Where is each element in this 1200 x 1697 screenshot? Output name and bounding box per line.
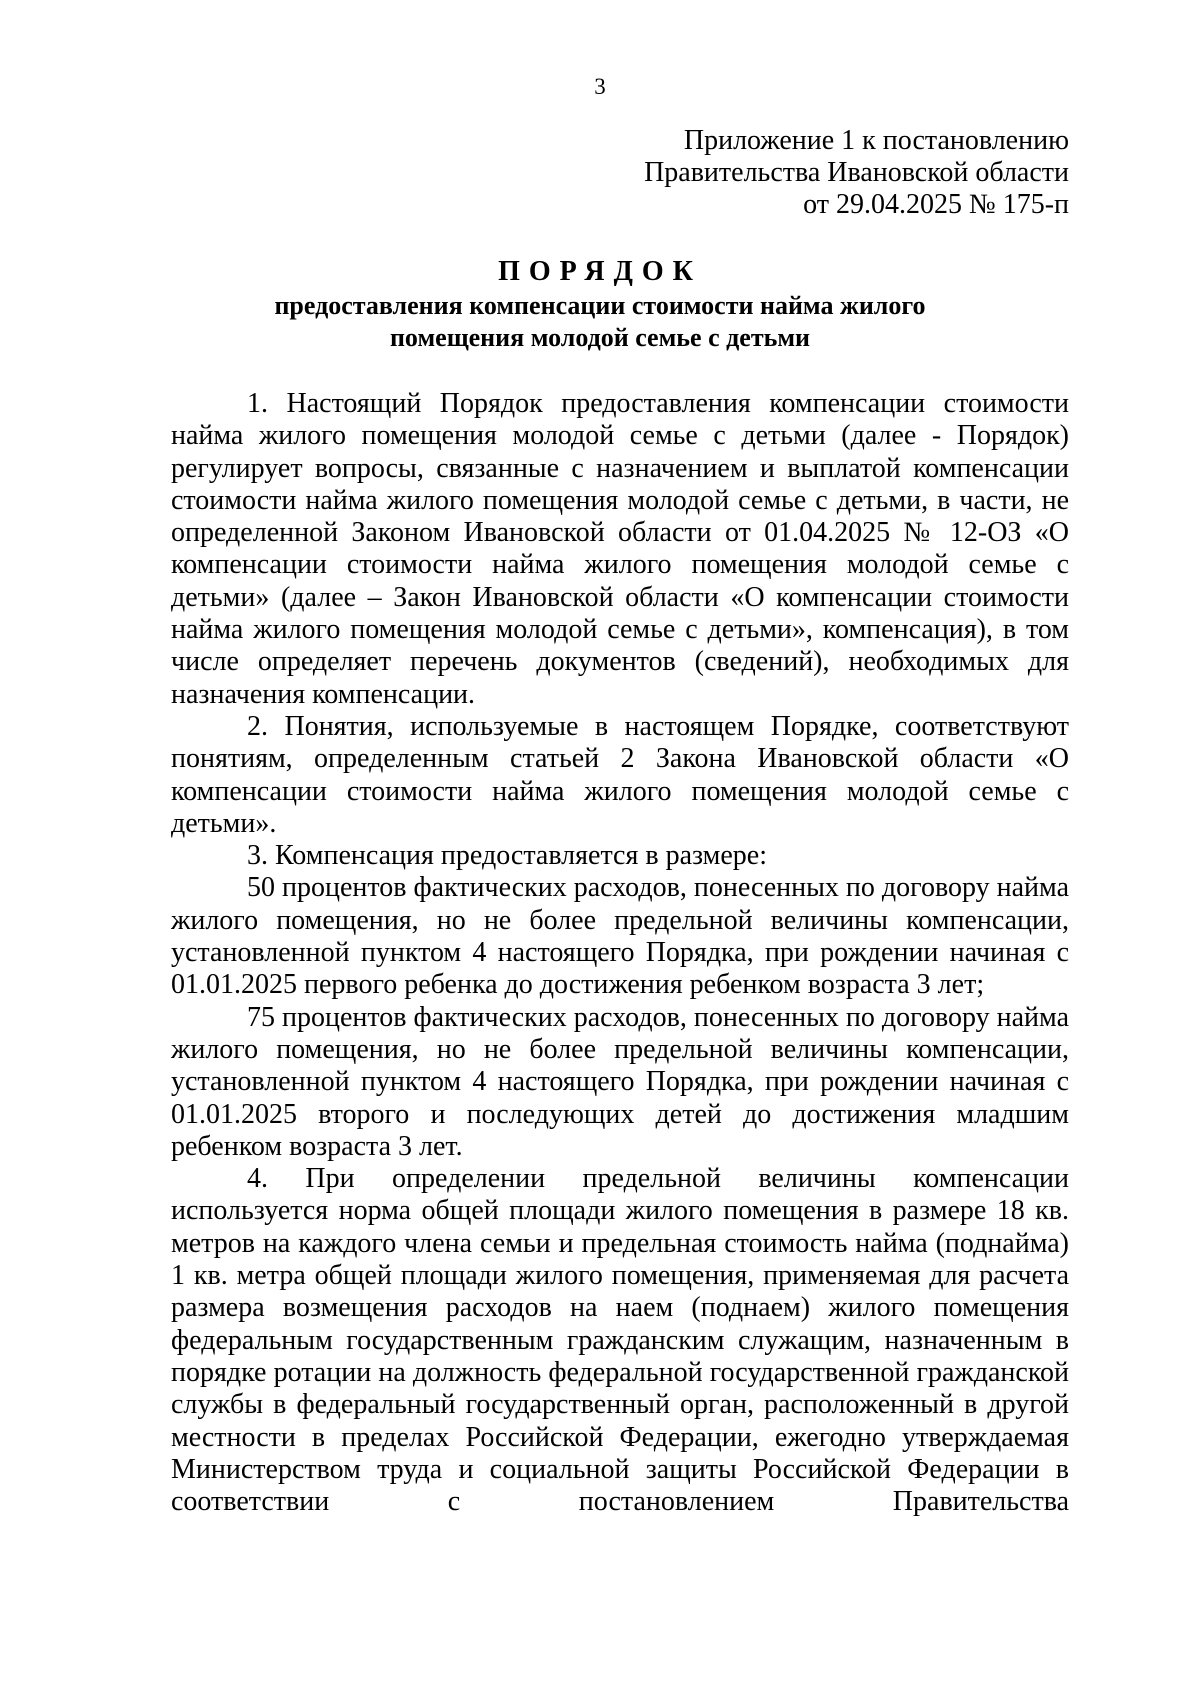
appendix-line-2: Правительства Ивановской области (644, 157, 1069, 188)
appendix-line-1: Приложение 1 к постановлению (683, 125, 1069, 156)
subtitle-line-1: предоставления компенсации стоимости найма жилого (274, 291, 926, 320)
subtitle-line-2: помещения молодой семье с детьми (389, 323, 811, 352)
appendix-line-3: от 29.04.2025 № 175-п (803, 189, 1069, 220)
appendix-reference (469, 125, 1069, 221)
document-subtitle (0, 290, 1200, 354)
paragraph-3-item-2: 75 процентов фактических расходов, понесенных по договору найма жилого помещения, но не более предельной величины компенсации, установленной пунктом 4 настоящего Порядка, при рождении начиная с 01.01.2025 второго и последующих детей до достижения младшим ребенком возраста 3 лет. (171, 1001, 1069, 1162)
paragraph-1: 1. Настоящий Порядок предоставления компенсации стоимости найма жилого помещения молодой семье с детьми (далее - Порядок) регулирует вопросы, связанные с назначением и выплатой компенсации стоимости найма жилого помещения молодой семье с детьми, в части, не определенной Законом Ивановской области от 01.04.2025 № 12-ОЗ «О компенсации стоимости найма жилого помещения молодой семье с детьми» (далее – Закон Ивановской области «О компенсации стоимости найма жилого помещения молодой семье с детьми», компенсация), в том числе определяет перечень документов (сведений), необходимых для назначения компенсации. (171, 388, 1069, 710)
paragraph-2: 2. Понятия, используемые в настоящем Порядке, соответствуют понятиям, определенным статьей 2 Закона Ивановской области «О компенсации стоимости найма жилого помещения молодой семье с детьми». (171, 710, 1069, 839)
paragraph-3: 3. Компенсация предоставляется в размере: (247, 840, 768, 872)
document-body (171, 388, 1069, 1518)
paragraph-3-item-1: 50 процентов фактических расходов, понесенных по договору найма жилого помещения, но не более предельной величины компенсации, установленной пунктом 4 настоящего Порядка, при рождении начиная с 01.01.2025 первого ребенка до достижения ребенком возраста 3 лет; (171, 872, 1069, 1001)
paragraph-4: 4. При определении предельной величины компенсации используется норма общей площади жилого помещения в размере 18 кв. метров на каждого члена семьи и предельная стоимость найма (поднайма) 1 кв. метра общей площади жилого помещения, применяемая для расчета размера возмещения расходов на наем (поднаем) жилого помещения федеральным государственным гражданским служащим, назначенным в порядке ротации на должность федеральной государственной гражданской службы в федеральный государственный орган, расположенный в другой местности в пределах Российской Федерации, ежегодно утверждаемая Министерством труда и социальной защиты Российской Федерации в соответствии с постановлением Правительства (171, 1163, 1069, 1518)
page-number: 3 (594, 74, 606, 99)
document-title: ПОРЯДОК (498, 256, 702, 287)
